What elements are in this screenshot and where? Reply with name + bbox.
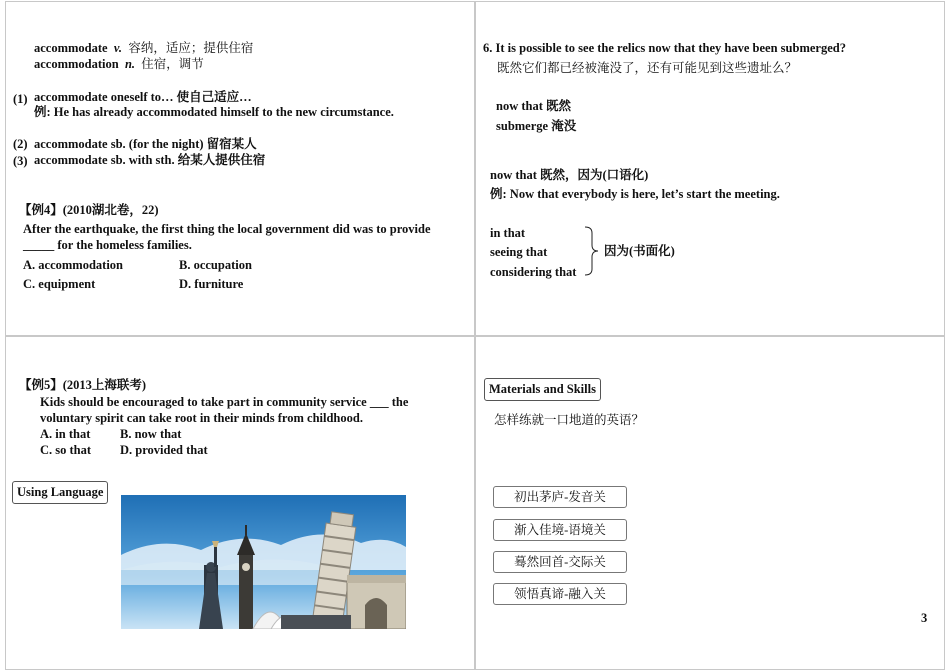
vocab-now-that: now that 既然 — [496, 99, 572, 113]
example-1: 例: He has already accommodated himself to the new circumstance. — [34, 105, 394, 119]
skill-integration-button[interactable]: 领悟真谛-融入关 — [493, 583, 627, 605]
vocab-submerge: submerge 淹没 — [496, 119, 577, 133]
exercise-label: 【例4】(2010湖北卷，22) — [19, 203, 159, 217]
skill-pronunciation-button[interactable]: 初出茅庐-发音关 — [493, 486, 627, 508]
question-english: 6. It is possible to see the relics now that they have been submerged? — [483, 41, 846, 55]
curly-brace-icon — [583, 226, 599, 276]
phrase-1: accommodate oneself to… 使自己适应… — [34, 90, 252, 104]
exercise-5-label: 【例5】(2013上海联考) — [19, 378, 147, 392]
note-example: 例: Now that everybody is here, let’s start the meeting. — [490, 187, 780, 201]
materials-skills-heading: Materials and Skills — [484, 378, 601, 401]
synonym-seeing-that: seeing that — [490, 245, 548, 259]
skills-question: 怎样练就一口地道的英语？ — [494, 413, 645, 427]
using-language-button[interactable]: Using Language — [12, 481, 108, 504]
world-landmarks-image — [121, 495, 406, 629]
skill-context-button[interactable]: 渐入佳境-语境关 — [493, 519, 627, 541]
option-a: A. accommodation — [23, 258, 123, 272]
vocab-accommodation: accommodation n. 住宿，调节 — [34, 57, 204, 71]
note-now-that: now that 既然，因为(口语化) — [490, 168, 649, 182]
page-number: 3 — [921, 611, 928, 625]
item-number-3: (3) — [13, 154, 28, 168]
exercise-question-line1: After the earthquake, the first thing the local government did was to provide — [23, 222, 431, 236]
exercise-5-question-line2: voluntary spirit can take root in their minds from childhood. — [40, 411, 363, 425]
brace-note: 因为(书面化) — [604, 244, 675, 258]
exercise-5-option-a: A. in that — [40, 427, 91, 441]
item-number-1: (1) — [13, 92, 28, 106]
exercise-5-option-c: C. so that — [40, 443, 92, 457]
exercise-5-question-line1: Kids should be encouraged to take part in community service ___ the — [40, 395, 409, 409]
skill-communication-button[interactable]: 蓦然回首-交际关 — [493, 551, 627, 573]
synonym-considering-that: considering that — [490, 265, 577, 279]
question-chinese: 既然它们都已经被淹没了，还有可能见到这些遗址么？ — [497, 61, 798, 75]
phrase-2: accommodate sb. (for the night) 留宿某人 — [34, 137, 257, 151]
exercise-5-option-d: D. provided that — [120, 443, 208, 457]
option-d: D. furniture — [179, 277, 244, 291]
option-c: C. equipment — [23, 277, 96, 291]
phrase-3: accommodate sb. with sth. 给某人提供住宿 — [34, 153, 266, 167]
option-b: B. occupation — [179, 258, 252, 272]
item-number-2: (2) — [13, 137, 28, 151]
exercise-5-option-b: B. now that — [120, 427, 182, 441]
vocab-accommodate: accommodate v. 容纳，适应；提供住宿 — [34, 41, 254, 55]
synonym-in-that: in that — [490, 226, 526, 240]
exercise-question-line2: _____ for the homeless families. — [23, 238, 192, 252]
